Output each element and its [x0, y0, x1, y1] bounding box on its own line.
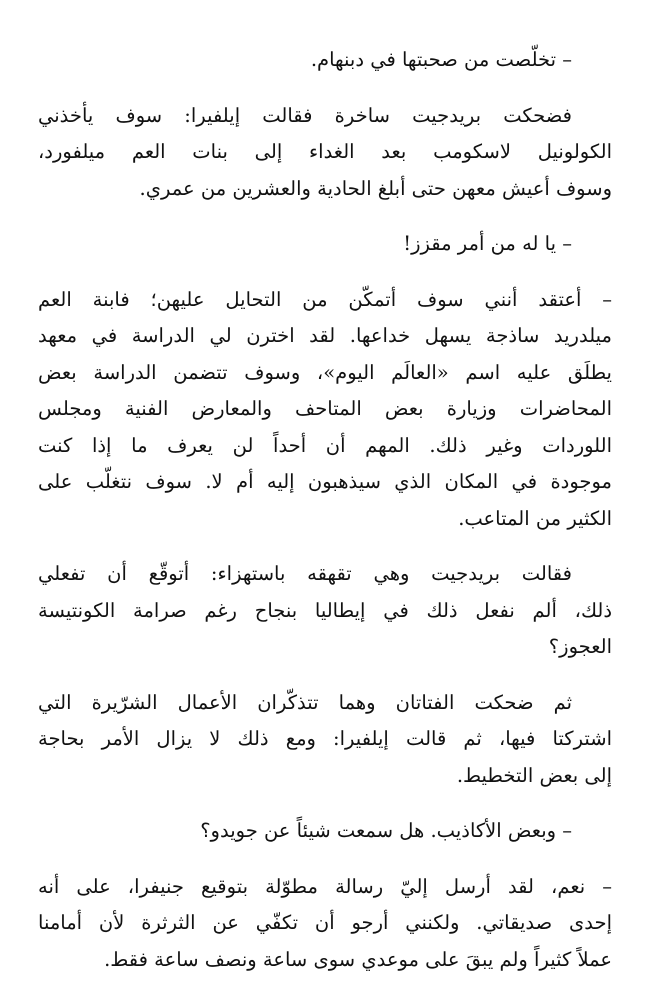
text-line: – تخلّصت من صحبتها في دبنهام.	[310, 48, 572, 71]
text-line: – وبعض الأكاذيب. هل سمعت شيئاً عن جويدو؟	[200, 819, 572, 842]
text-line: الكثير من المتاعب.	[458, 506, 612, 530]
dialogue-paragraph	[38, 226, 612, 263]
text-line: إلى بعض التخطيط.	[456, 763, 612, 787]
text-line: الكولونيل لاسكومب بعد الغداء إلى بنات العم ميلفورد،	[38, 140, 612, 163]
text-line: فقالت بريدجيت وهي تقهقه باستهزاء: أتوقّع أن تفعلي	[38, 562, 572, 585]
text-line: – أعتقد أنني سوف أتمكّن من التحايل عليهن؛ فابنة العم	[38, 287, 612, 311]
narrative-paragraph	[38, 685, 612, 795]
dialogue-paragraph	[38, 869, 612, 979]
narrative-paragraph	[38, 98, 612, 208]
dialogue-paragraph	[38, 42, 612, 79]
text-line: – نعم، لقد أرسل إليّ رسالة مطوّلة بتوقيع جنيفرا، على أنه	[38, 874, 612, 898]
dialogue-paragraph	[38, 813, 612, 850]
text-line: العجوز؟	[548, 635, 612, 658]
text-line: المحاضرات وزيارة بعض المتاحف والمعارض الفنية ومجلس	[38, 397, 612, 420]
text-line: يطلَق عليه اسم «العالَم اليوم»، وسوف تتضمن الدراسة بعض	[38, 360, 612, 384]
text-line: ثم ضحكت الفتاتان وهما تتذكّران الأعمال الشرّيرة التي	[38, 690, 572, 714]
book-page	[38, 42, 612, 997]
narrative-paragraph	[38, 556, 612, 666]
text-line: إحدى صديقاتي. ولكنني أرجو أن تكفّي عن الثرثرة لأن أمامنا	[38, 911, 612, 934]
text-line: موجودة في المكان الذي سيذهبون إليه أم لا. سوف نتغلّب على	[38, 470, 612, 493]
dialogue-paragraph	[38, 282, 612, 538]
text-line: وسوف أعيش معهن حتى أبلغ الحادية والعشرين من عمري.	[139, 176, 612, 200]
text-line: ذلك، ألم نفعل ذلك في إيطاليا بنجاح رغم صرامة الكونتيسة	[38, 598, 612, 622]
text-line: ميلدريد ساذجة يسهل خداعها. لقد اخترن لي الدراسة في معهد	[38, 324, 612, 347]
text-line: – يا له من أمر مقزز!	[403, 232, 572, 255]
text-line: عملاً كثيراً ولم يبقَ على موعدي سوى ساعة ونصف ساعة فقط.	[104, 947, 612, 971]
text-line: اللوردات وغير ذلك. المهم أن أحداً لن يعرف ما إذا كنت	[38, 433, 612, 457]
text-line: اشتركتا فيها، ثم قالت إيلفيرا: ومع ذلك لا يزال الأمر بحاجة	[38, 727, 612, 750]
text-line: فضحكت بريدجيت ساخرة فقالت إيلفيرا: سوف يأخذني	[38, 103, 572, 127]
